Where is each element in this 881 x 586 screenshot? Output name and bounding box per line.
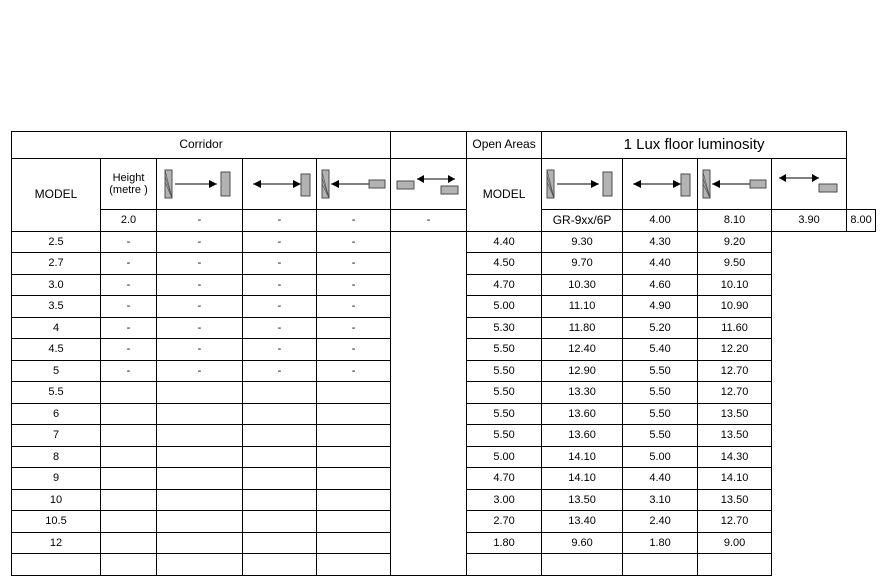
height-value: 8 <box>12 446 101 468</box>
model-left-header: MODEL <box>12 159 101 232</box>
corridor-value <box>243 511 317 533</box>
open-value: 12.90 <box>542 360 623 382</box>
arrow-spread-icon <box>772 160 846 208</box>
corridor-icon-2-cell <box>243 159 317 210</box>
open-icon-3-cell <box>698 159 772 210</box>
height-value: 9 <box>12 468 101 490</box>
open-value: 4.40 <box>467 231 542 253</box>
open-value: 3.00 <box>467 489 542 511</box>
corridor-value <box>101 554 157 576</box>
corridor-value <box>157 468 243 490</box>
open-value: 4.70 <box>467 468 542 490</box>
coverage-table-sheet <box>11 131 876 549</box>
double-arrow-icon <box>623 160 697 208</box>
corridor-value <box>243 403 317 425</box>
open-value: 9.20 <box>698 231 772 253</box>
height-value: 3.5 <box>12 296 101 318</box>
open-value: 1.80 <box>623 532 698 554</box>
corridor-value: - <box>101 253 157 275</box>
corridor-header: Corridor <box>12 132 391 159</box>
open-value: 5.50 <box>467 403 542 425</box>
corridor-value <box>101 425 157 447</box>
corridor-value <box>157 382 243 404</box>
open-value: 3.10 <box>623 489 698 511</box>
open-value: 14.10 <box>698 468 772 490</box>
height-value: 4.5 <box>12 339 101 361</box>
corridor-value <box>243 468 317 490</box>
corridor-value: - <box>317 360 391 382</box>
open-value: 5.50 <box>467 360 542 382</box>
open-value: 10.10 <box>698 274 772 296</box>
open-value: 13.50 <box>698 403 772 425</box>
model-open-header: MODEL <box>467 159 542 232</box>
height-value: 3.0 <box>12 274 101 296</box>
open-value: 11.80 <box>542 317 623 339</box>
open-value: 9.00 <box>698 532 772 554</box>
arrow-spread-icon <box>391 160 466 208</box>
corridor-icon-4-cell <box>391 159 467 210</box>
corridor-value: - <box>157 253 243 275</box>
open-value: 5.30 <box>467 317 542 339</box>
corridor-value: - <box>101 274 157 296</box>
open-icon-2-cell <box>623 159 698 210</box>
open-value: 13.50 <box>698 425 772 447</box>
open-value: 4.70 <box>467 274 542 296</box>
corridor-value: - <box>317 210 391 232</box>
corridor-value: - <box>243 253 317 275</box>
corridor-header-spacer <box>391 132 467 159</box>
corridor-value <box>101 382 157 404</box>
corridor-value: - <box>317 296 391 318</box>
corridor-value: - <box>157 296 243 318</box>
open-value: 5.50 <box>467 339 542 361</box>
corridor-value: - <box>317 339 391 361</box>
open-value: 3.90 <box>772 210 847 232</box>
table-row <box>12 210 876 232</box>
height-value: 7 <box>12 425 101 447</box>
open-value: 5.50 <box>467 382 542 404</box>
open-value: 13.40 <box>542 511 623 533</box>
corridor-value <box>317 468 391 490</box>
open-value: 12.40 <box>542 339 623 361</box>
open-value: 4.50 <box>467 253 542 275</box>
open-value: 2.70 <box>467 511 542 533</box>
model-open-name: GR-9xx/6P <box>542 210 623 232</box>
corridor-value <box>243 489 317 511</box>
corridor-value: - <box>157 339 243 361</box>
open-value: 5.50 <box>623 360 698 382</box>
corridor-value <box>317 489 391 511</box>
open-areas-header: Open Areas <box>467 132 542 159</box>
wall-left-beam-icon <box>698 160 771 208</box>
open-value: 5.00 <box>467 446 542 468</box>
open-value <box>623 554 698 576</box>
corridor-value: - <box>317 317 391 339</box>
table-icon-header-row <box>12 159 876 210</box>
corridor-value: - <box>243 339 317 361</box>
corridor-value <box>101 403 157 425</box>
open-icon-4-cell <box>772 159 847 210</box>
open-value: 5.20 <box>623 317 698 339</box>
table-title-row <box>12 132 876 159</box>
open-value: 13.50 <box>542 489 623 511</box>
open-value: 4.60 <box>623 274 698 296</box>
open-value: 9.60 <box>542 532 623 554</box>
open-value: 9.50 <box>698 253 772 275</box>
corridor-value: - <box>101 317 157 339</box>
wall-right-beam-icon <box>157 160 242 208</box>
corridor-value: - <box>101 231 157 253</box>
corridor-icon-1-cell <box>157 159 243 210</box>
corridor-value <box>101 446 157 468</box>
corridor-value <box>101 511 157 533</box>
lux-title: 1 Lux floor luminosity <box>542 132 847 159</box>
corridor-value <box>243 425 317 447</box>
corridor-value: - <box>157 210 243 232</box>
corridor-value <box>157 403 243 425</box>
wall-right-beam-icon <box>542 160 622 208</box>
height-value: 2.7 <box>12 253 101 275</box>
open-value: 5.00 <box>467 296 542 318</box>
height-value: 2.0 <box>101 210 157 232</box>
corridor-value: - <box>157 317 243 339</box>
corridor-value: - <box>157 274 243 296</box>
corridor-value <box>317 403 391 425</box>
open-value: 10.90 <box>698 296 772 318</box>
wall-left-beam-icon <box>317 160 390 208</box>
open-value: 11.10 <box>542 296 623 318</box>
open-value: 5.40 <box>623 339 698 361</box>
open-value: 12.70 <box>698 360 772 382</box>
open-value: 14.10 <box>542 446 623 468</box>
height-value: 10 <box>12 489 101 511</box>
height-value: 5 <box>12 360 101 382</box>
corridor-value <box>157 511 243 533</box>
open-value: 5.50 <box>623 425 698 447</box>
corridor-value: - <box>101 339 157 361</box>
corridor-value <box>157 554 243 576</box>
open-value: 4.40 <box>623 468 698 490</box>
height-value: 6 <box>12 403 101 425</box>
corridor-value <box>157 446 243 468</box>
open-value: 5.00 <box>623 446 698 468</box>
corridor-value <box>317 446 391 468</box>
corridor-value: - <box>317 231 391 253</box>
open-value: 8.10 <box>698 210 772 232</box>
corridor-value: - <box>243 360 317 382</box>
corridor-value: - <box>243 274 317 296</box>
open-value: 14.10 <box>542 468 623 490</box>
corridor-value <box>243 382 317 404</box>
height-value <box>12 554 101 576</box>
open-value <box>698 554 772 576</box>
open-value <box>467 554 542 576</box>
open-value: 13.60 <box>542 425 623 447</box>
corridor-value: - <box>243 296 317 318</box>
corridor-value: - <box>101 360 157 382</box>
open-value: 12.70 <box>698 511 772 533</box>
corridor-value <box>101 489 157 511</box>
open-icon-1-cell <box>542 159 623 210</box>
corridor-value: - <box>101 296 157 318</box>
corridor-value <box>243 554 317 576</box>
corridor-value: - <box>243 317 317 339</box>
corridor-value <box>317 511 391 533</box>
open-value <box>542 554 623 576</box>
corridor-value <box>317 532 391 554</box>
open-value: 12.70 <box>698 382 772 404</box>
height-value: 5.5 <box>12 382 101 404</box>
corridor-value <box>243 532 317 554</box>
open-value: 8.00 <box>847 210 876 232</box>
corridor-value <box>243 446 317 468</box>
height-value: 10.5 <box>12 511 101 533</box>
corridor-value <box>101 468 157 490</box>
corridor-value <box>101 532 157 554</box>
open-value: 5.50 <box>623 403 698 425</box>
height-header: Height (metre ) <box>101 159 157 210</box>
open-value: 5.50 <box>467 425 542 447</box>
open-value: 9.70 <box>542 253 623 275</box>
open-value: 9.30 <box>542 231 623 253</box>
open-value: 11.60 <box>698 317 772 339</box>
height-value: 12 <box>12 532 101 554</box>
open-value: 5.50 <box>623 382 698 404</box>
open-value: 13.50 <box>698 489 772 511</box>
open-value: 4.00 <box>623 210 698 232</box>
corridor-value <box>317 554 391 576</box>
corridor-value: - <box>157 231 243 253</box>
open-value: 13.60 <box>542 403 623 425</box>
luminosity-table <box>11 131 876 576</box>
open-value: 10.30 <box>542 274 623 296</box>
corridor-icon-3-cell <box>317 159 391 210</box>
corridor-value <box>317 425 391 447</box>
open-value: 14.30 <box>698 446 772 468</box>
corridor-value: - <box>157 360 243 382</box>
corridor-value <box>157 489 243 511</box>
open-value: 2.40 <box>623 511 698 533</box>
corridor-value: - <box>391 210 467 232</box>
corridor-value <box>157 532 243 554</box>
corridor-value: - <box>317 253 391 275</box>
open-value: 12.20 <box>698 339 772 361</box>
model-open-spacer <box>391 231 467 576</box>
corridor-value <box>317 382 391 404</box>
height-value: 4 <box>12 317 101 339</box>
height-value: 2.5 <box>12 231 101 253</box>
table-row <box>12 231 876 253</box>
corridor-value: - <box>243 231 317 253</box>
double-arrow-icon <box>243 160 316 208</box>
corridor-value: - <box>243 210 317 232</box>
corridor-value: - <box>317 274 391 296</box>
open-value: 1.80 <box>467 532 542 554</box>
open-value: 4.90 <box>623 296 698 318</box>
open-value: 13.30 <box>542 382 623 404</box>
open-value: 4.40 <box>623 253 698 275</box>
open-value: 4.30 <box>623 231 698 253</box>
corridor-value <box>157 425 243 447</box>
